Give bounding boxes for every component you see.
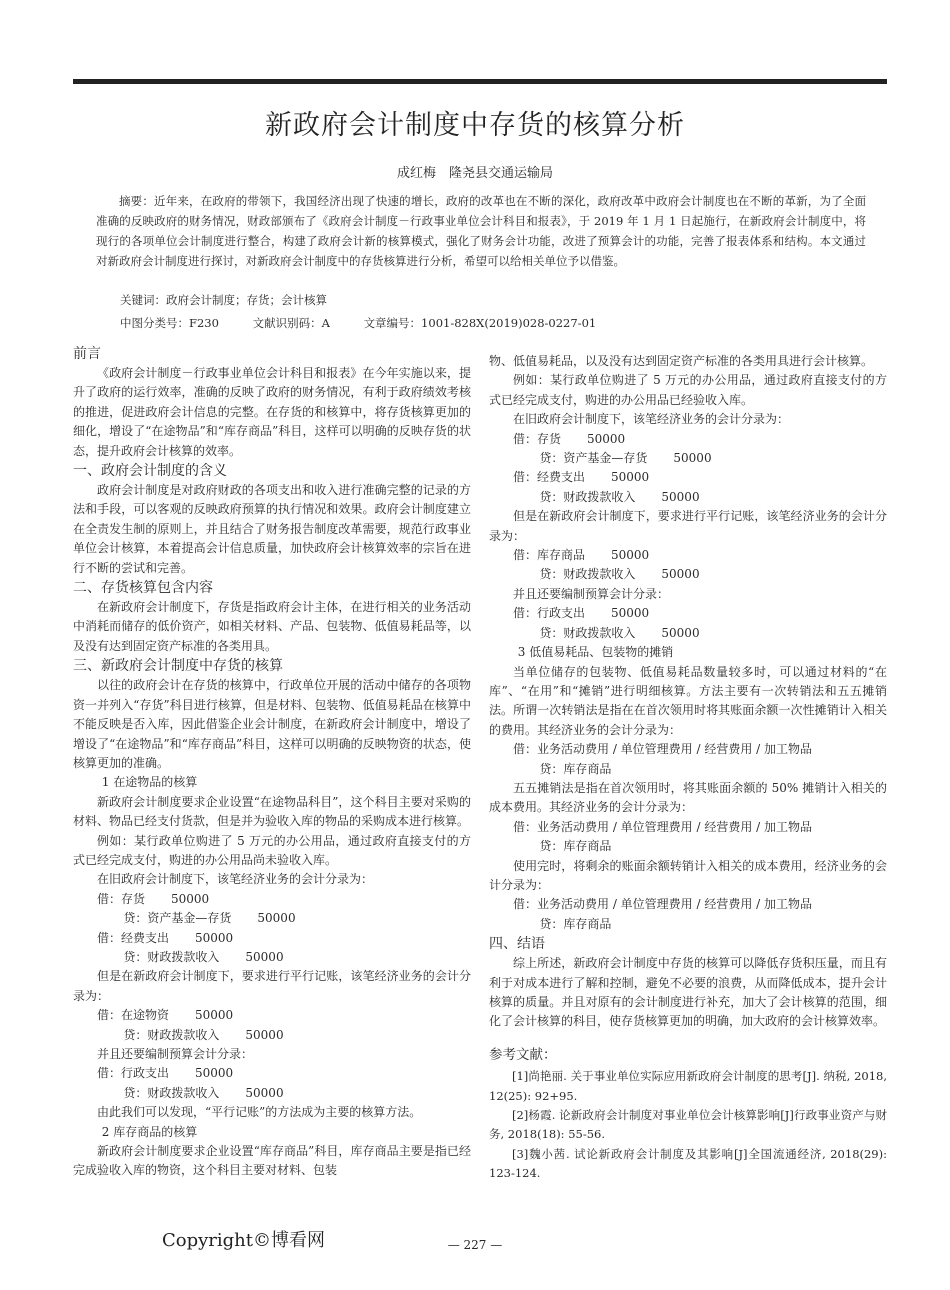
abstract xyxy=(96,191,866,271)
paragraph: 使用完时，将剩余的账面余额转销计入相关的成本费用，经济业务的会计分录为： xyxy=(489,858,887,892)
top-rule xyxy=(73,79,887,84)
section-heading: 三、新政府会计制度中存货的核算 xyxy=(73,658,283,675)
journal-entry: 借：存货 50000 xyxy=(97,891,210,906)
paragraph: 在旧政府会计制度下，该笔经济业务的会计分录为： xyxy=(513,412,790,427)
reference-item: [1]尚艳丽. 关于事业单位实际应用新政府会计制度的思考[J]. 纳税, 2018, 12(25): 92+95. xyxy=(489,1069,887,1103)
paragraph: 但是在新政府会计制度下，要求进行平行记账，该笔经济业务的会计分录为： xyxy=(73,969,471,1003)
author-line: 成红梅 隆尧县交通运输局 xyxy=(396,166,553,181)
paragraph: 并且还要编制预算会计分录： xyxy=(513,586,670,601)
journal-entry: 借：库存商品 50000 xyxy=(513,548,650,563)
journal-entry: 借：在途物资 50000 xyxy=(97,1008,234,1023)
references-heading: 参考文献： xyxy=(489,1046,557,1063)
journal-entry: 贷：资产基金—存货 50000 xyxy=(539,451,712,466)
journal-entry: 借：经费支出 50000 xyxy=(513,470,650,485)
reference-item: [3]魏小茜. 试论新政府会计制度及其影响[J]全国流通经济, 2018(29): 123-124. xyxy=(489,1146,887,1181)
section-heading: 一、政府会计制度的含义 xyxy=(73,463,227,480)
paragraph: 例如：某行政单位购进了 5 万元的办公用品，通过政府直接支付的方式已经完成支付，购进的办公用品尚未验收入库。 xyxy=(73,833,471,867)
journal-entry: 贷：资产基金—存货 50000 xyxy=(123,911,296,926)
classification-line xyxy=(120,315,626,331)
paragraph: 例如：某行政单位购进了 5 万元的办公用品，通过政府直接支付的方式已经完成支付，购进的办公用品已经验收入库。 xyxy=(489,373,887,407)
doc-code: 文献识别码：A xyxy=(252,316,330,330)
journal-entry: 借：存货 50000 xyxy=(513,431,626,446)
section-heading: 前言 xyxy=(73,346,101,362)
references xyxy=(489,1046,887,1184)
journal-entry: 贷：财政拨款收入 50000 xyxy=(123,949,284,964)
paragraph: 新政府会计制度要求企业设置“在途物品科目”，这个科目主要对采购的材料、物品已经支付货款，但是并为验收入库的物品的采购成本进行核算。 xyxy=(73,794,471,829)
subsection-heading: 3 低值易耗品、包装物的摊销 xyxy=(517,645,674,660)
paragraph: 并且还要编制预算会计分录： xyxy=(97,1047,254,1061)
paragraph: 在旧政府会计制度下，该笔经济业务的会计分录为： xyxy=(97,872,374,887)
paragraph: 当单位储存的包装物、低值易耗品数量较多时，可以通过材料的“在库”、“在用”和“摊销”进行明细核算。方法主要有一次转销法和五五摊销法。所谓一次转销法是指在在首次领用时将其账面余额一次性摊销计入相关的费用。其经济业务的会计分录为： xyxy=(489,664,887,737)
journal-entry: 贷：财政拨款收入 50000 xyxy=(539,625,700,640)
paragraph: 政府会计制度是对政府财政的各项支出和收入进行准确完整的记录的方法和手段，可以客观的反映政府预算的执行情况和效果。政府会计制度建立在全责发生制的原则上，并且结合了财务报告制度改革需要，规范行政事业单位会计核算，本着提高会计信息质量，加快政府会计核算效率的宗旨在进行不断的尝试和完善。 xyxy=(73,483,471,575)
paragraph: 《政府会计制度－行政事业单位会计科目和报表》在今年实施以来，提升了政府的运行效率，准确的反映了政府的财务情况，有利于政府绩效考核的推进，促进政府会计信息的完整。在存货的和核算中，将存货核算更加的细化，增设了“在途物品”和“库存商品”科目，这样可以明确的反映存货的状态，提升政府会计核算的效率。 xyxy=(73,366,471,458)
paragraph: 综上所述，新政府会计制度中存货的核算可以降低存货积压量，而且有利于对成本进行了解和控制，避免不必要的浪费，从而降低成本，提升会计核算的质量。并且对原有的会计制度进行补充，加大了会计核算的范围，细化了会计核算的科目，使存货核算更加的明确，加大政府的会计核算效率。 xyxy=(489,956,887,1029)
journal-entry: 贷：财政拨款收入 50000 xyxy=(123,1027,284,1042)
journal-entry: 贷：财政拨款收入 50000 xyxy=(539,567,700,582)
paragraph: 物、低值易耗品，以及没有达到固定资产标准的各类用具进行会计核算。 xyxy=(489,354,874,368)
keywords: 关键词：政府会计制度；存货；会计核算 xyxy=(120,293,327,307)
paragraph: 在新政府会计制度下，存货是指政府会计主体，在进行相关的业务活动中消耗而储存的低价资产，如相关材料、产品、包装物、低值易耗品等，以及没有达到固定资产标准的各类用具。 xyxy=(73,600,471,653)
subsection-heading: 1 在途物品的核算 xyxy=(101,775,198,790)
paragraph: 新政府会计制度要求企业设置“库存商品”科目，库存商品主要是指已经完成验收入库的物资，这个科目主要对材料、包装 xyxy=(73,1144,471,1178)
page-number: — 227 — xyxy=(447,1238,503,1252)
journal-entry: 借：行政支出 50000 xyxy=(513,606,650,621)
journal-entry: 贷：库存商品 xyxy=(539,916,612,931)
journal-entry: 借：业务活动费用 / 单位管理费用 / 经营费用 / 加工物品 xyxy=(513,897,813,912)
article-number: 文章编号：1001-828X(2019)028-0227-01 xyxy=(363,316,597,330)
journal-entry: 借：经费支出 50000 xyxy=(97,930,234,945)
right-column xyxy=(489,352,887,1184)
journal-entry: 贷：财政拨款收入 50000 xyxy=(123,1085,284,1100)
article-title: 新政府会计制度中存货的核算分析 xyxy=(265,110,685,141)
paragraph: 五五摊销法是指在首次领用时，将其账面余额的 50% 摊销计入相关的成本费用。其经济业务的会计分录为： xyxy=(489,780,887,815)
left-column xyxy=(73,344,471,1181)
subsection-heading: 2 库存商品的核算 xyxy=(101,1124,198,1139)
copyright-notice: Copyright©博看网 xyxy=(162,1230,326,1251)
journal-entry: 贷：库存商品 xyxy=(539,761,612,776)
journal-entry: 借：行政支出 50000 xyxy=(97,1066,234,1081)
journal-entry: 贷：库存商品 xyxy=(539,839,612,854)
section-heading: 四、结语 xyxy=(489,936,545,953)
paragraph: 由此我们可以发现，“平行记账”的方法成为主要的核算方法。 xyxy=(97,1105,422,1120)
abstract-text: 摘要：近年来，在政府的带领下，我国经济出现了快速的增长，政府的改革也在不断的深化，政府改革中政府会计制度也在不断的革新，为了全面准确的反映政府的财务情况，财政部颁布了《政府会计制度－行政事业单位会计科目和报表》，于 2019 年 1 月 1 日起施行，在新政府会计制度中，将现行的各项单位会计制度进行整合，构建了政府会计新的核算模式，强化了财务会计功能，改进了预算会计的功能，完善了报表体系和结构。本文通过对新政府会计制度进行探讨，对新政府会计制度中的存货核算进行分析，希望可以给相关单位予以借鉴。 xyxy=(96,194,866,268)
journal-entry: 贷：财政拨款收入 50000 xyxy=(539,489,700,504)
journal-entry: 借：业务活动费用 / 单位管理费用 / 经营费用 / 加工物品 xyxy=(513,742,813,757)
paragraph: 但是在新政府会计制度下，要求进行平行记账，该笔经济业务的会计分录为： xyxy=(489,509,887,543)
section-heading: 二、存货核算包含内容 xyxy=(73,580,213,597)
reference-item: [2]杨霞. 论新政府会计制度对事业单位会计核算影响[J]行政事业资产与财务, 2018(18): 55-56. xyxy=(489,1108,887,1142)
paragraph: 以往的政府会计在存货的核算中，行政单位开展的活动中储存的各项物资一并列入“存货”科目进行核算，但是材料、包装物、低值易耗品在核算中不能反映是否入库，因此借鉴企业会计制度，在新政府会计制度中，增设了增设了“在途物品”和“库存商品”科目，这样可以明确的反映物资的状态，使核算更加的准确。 xyxy=(73,678,471,770)
classification: 中图分类号：F230 xyxy=(120,316,219,330)
journal-entry: 借：业务活动费用 / 单位管理费用 / 经营费用 / 加工物品 xyxy=(513,819,813,834)
